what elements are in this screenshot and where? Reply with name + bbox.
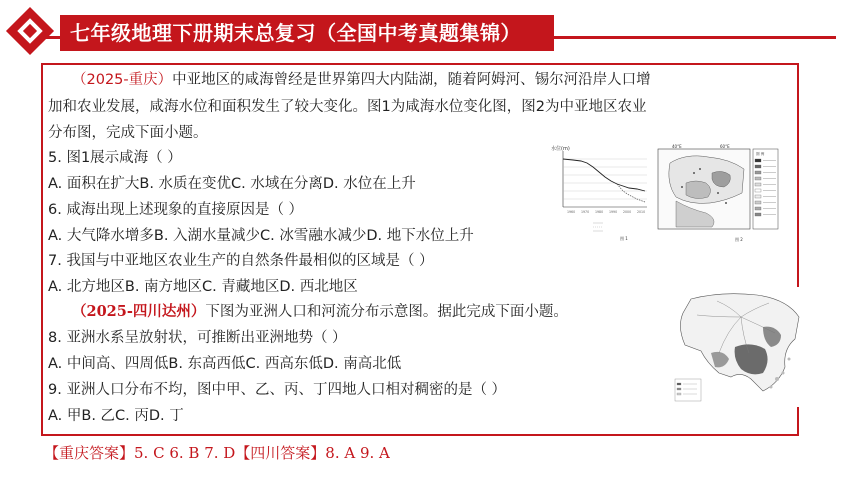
question-6: 6. 咸海出现上述现象的直接原因是（ ） <box>48 202 304 218</box>
question-8: 8. 亚洲水系呈放射状，可推断出亚洲地势（ ） <box>48 330 347 346</box>
page-title: 七年级地理下册期末总复习（全国中考真题集锦） <box>70 21 521 45</box>
fig2-top-right-label: 60°E <box>720 144 730 149</box>
svg-text:2000: 2000 <box>623 210 632 214</box>
question-7-options: A. 北方地区B. 南方地区C. 青藏地区D. 西北地区 <box>48 279 358 295</box>
svg-text:1990: 1990 <box>609 210 618 214</box>
fig1-label: 图 1 <box>620 236 628 241</box>
fig2-top-left-label: 40°E <box>672 144 682 149</box>
passage1-source: （2025-重庆） <box>72 72 173 88</box>
question-6-options: A. 大气降水增多B. 入湖水量减少C. 冰雪融水减少D. 地下水位上升 <box>48 228 474 244</box>
figure-3-asia-population-map <box>671 287 804 407</box>
passage2-source: （2025-四川达州） <box>72 303 206 320</box>
question-5: 5. 图1展示咸海（ ） <box>48 150 182 166</box>
fig1-axis-label: 水位(m) <box>551 146 570 152</box>
figure-1-water-level-chart <box>547 141 650 245</box>
question-9-options: A. 甲B. 乙C. 丙D. 丁 <box>48 408 184 424</box>
passage2-text: 下图为亚洲人口和河流分布示意图。据此完成下面小题。 <box>205 304 568 320</box>
question-9: 9. 亚洲人口分布不均，图中甲、乙、丙、丁四地人口相对稠密的是（ ） <box>48 382 507 398</box>
question-5-options: A. 面积在扩大B. 水质在变优C. 水域在分离D. 水位在上升 <box>48 176 416 192</box>
fig2-label: 图 2 <box>735 237 743 242</box>
answer-line: 【重庆答案】5. C 6. B 7. D【四川答案】8. A 9. A <box>44 444 390 462</box>
passage2-line <box>72 302 568 322</box>
passage1-line3: 分布图，完成下面小题。 <box>48 125 208 141</box>
passage1-line1 <box>72 70 651 90</box>
fig2-legend-title: 图 例 <box>756 152 765 156</box>
svg-text:2010: 2010 <box>637 210 646 214</box>
question-8-options: A. 中间高、四周低B. 东高西低C. 西高东低D. 南高北低 <box>48 356 402 372</box>
svg-text:1960: 1960 <box>567 210 576 214</box>
passage1-line2: 加和农业发展，咸海水位和面积发生了较大变化。图1为咸海水位变化图，图2为中亚地区农业 <box>48 99 647 115</box>
figure-2-agriculture-map <box>656 143 780 246</box>
svg-text:1980: 1980 <box>595 210 604 214</box>
question-7: 7. 我国与中亚地区农业生产的自然条件最相似的区域是（ ） <box>48 253 434 269</box>
svg-text:1970: 1970 <box>581 210 590 214</box>
passage1-line1-text: 中亚地区的咸海曾经是世界第四大内陆湖，随着阿姆河、锡尔河沿岸人口增 <box>172 72 651 88</box>
